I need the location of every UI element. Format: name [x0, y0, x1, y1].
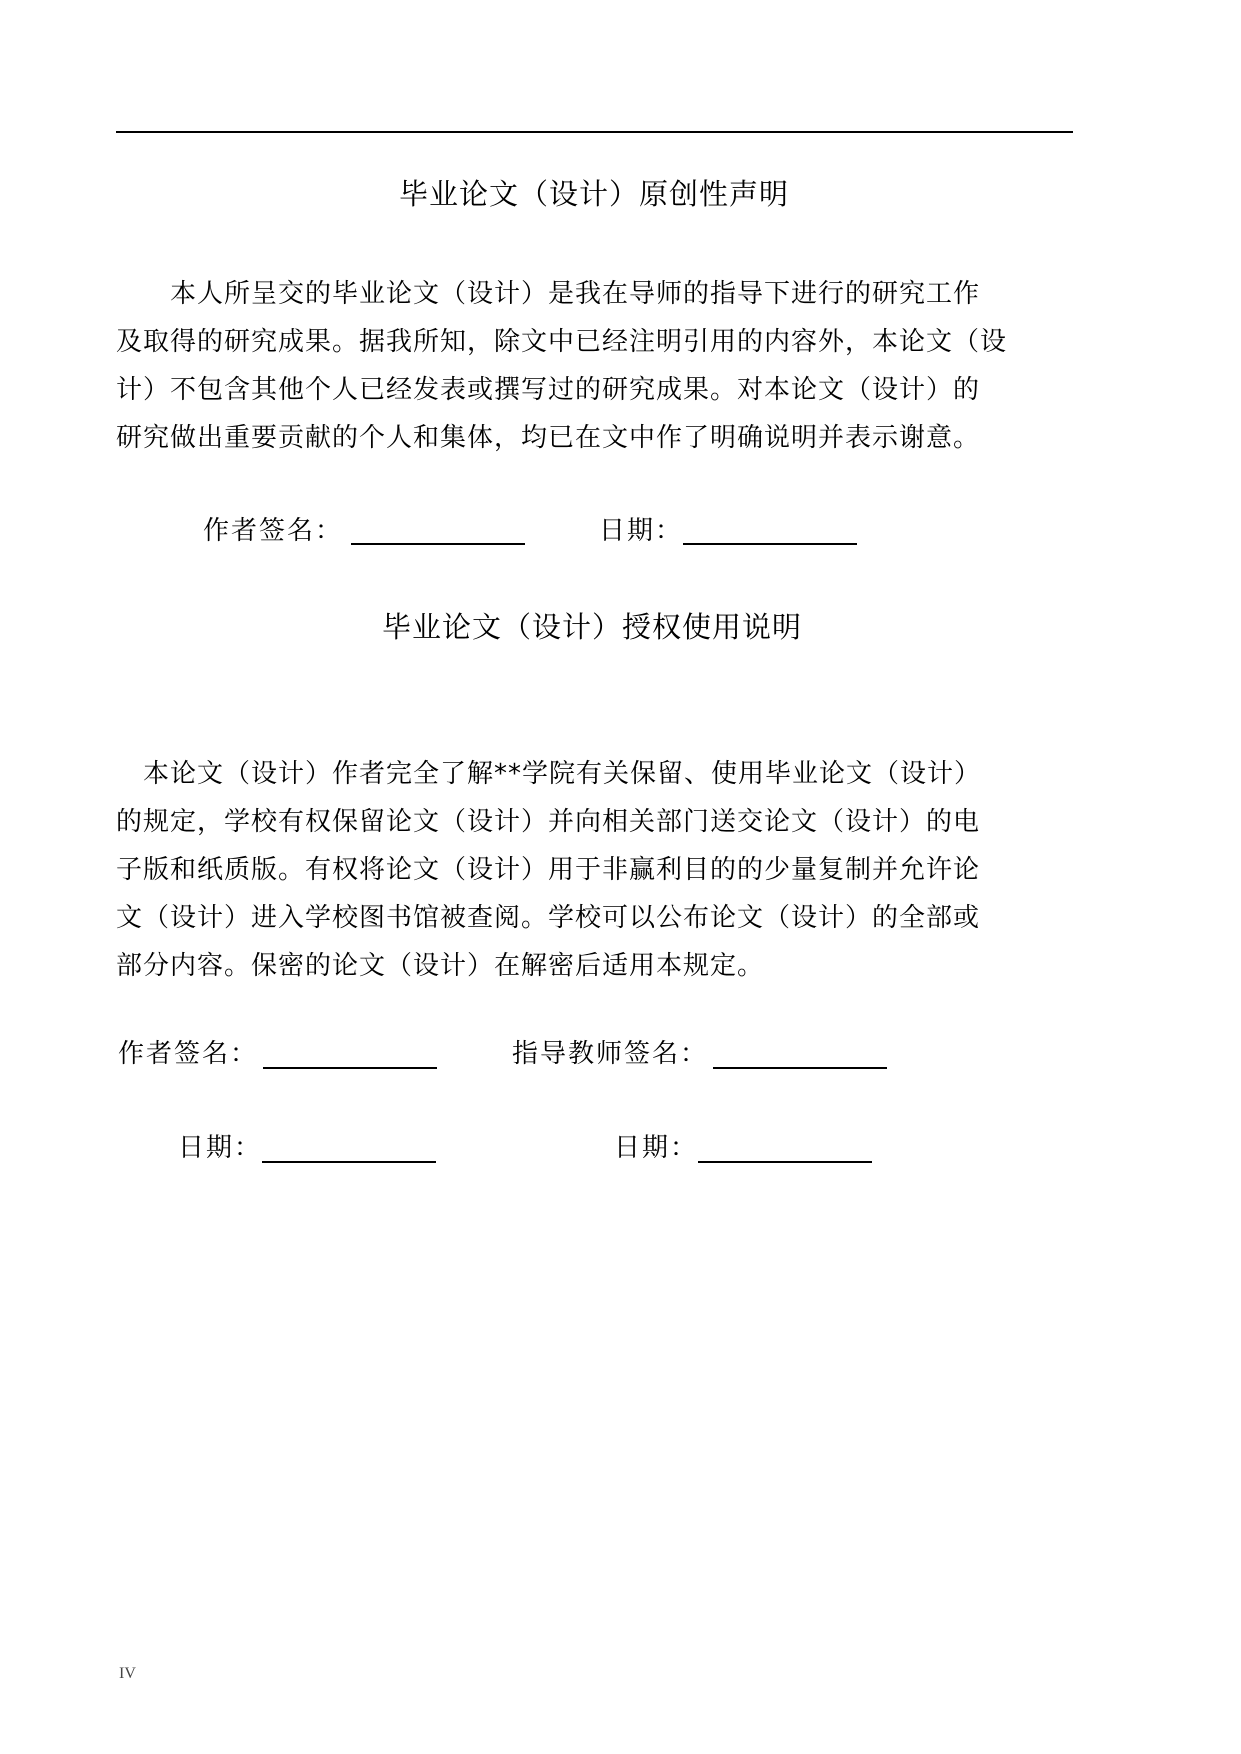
authorization-title: 毕业论文（设计）授权使用说明: [381, 610, 802, 644]
declaration-line: 计）不包含其他个人已经发表或撰写过的研究成果。对本论文（设计）的: [116, 375, 981, 405]
authorization-line: 子版和纸质版。有权将论文（设计）用于非赢利目的的少量复制并允许论: [116, 855, 981, 885]
authorization-author-signature-line[interactable]: [263, 1067, 437, 1069]
authorization-author-signature-label: 作者签名：: [118, 1039, 259, 1069]
declaration-title: 毕业论文（设计）原创性声明: [398, 177, 789, 211]
declaration-author-signature-label: 作者签名：: [203, 516, 344, 546]
authorization-paragraph: [116, 750, 1076, 990]
header-rule: [116, 131, 1073, 133]
page-number: IV: [119, 1665, 136, 1682]
authorization-author-date-label: 日期：: [178, 1133, 263, 1163]
declaration-paragraph: [116, 270, 1076, 462]
authorization-advisor-signature-label: 指导教师签名：: [512, 1039, 709, 1069]
authorization-line: 部分内容。保密的论文（设计）在解密后适用本规定。: [116, 951, 765, 981]
authorization-advisor-signature-line[interactable]: [713, 1067, 887, 1069]
declaration-author-signature-line[interactable]: [351, 543, 525, 545]
authorization-advisor-date-label: 日期：: [614, 1133, 699, 1163]
declaration-date-line[interactable]: [683, 543, 857, 545]
declaration-date-label: 日期：: [599, 516, 684, 546]
authorization-advisor-date-line[interactable]: [698, 1161, 872, 1163]
authorization-line: 的规定，学校有权保留论文（设计）并向相关部门送交论文（设计）的电: [116, 807, 981, 837]
declaration-line: 及取得的研究成果。据我所知，除文中已经注明引用的内容外，本论文（设: [116, 327, 1008, 357]
authorization-line: 文（设计）进入学校图书馆被查阅。学校可以公布论文（设计）的全部或: [116, 903, 981, 933]
authorization-author-date-line[interactable]: [262, 1161, 436, 1163]
authorization-line: 本论文（设计）作者完全了解**学院有关保留、使用毕业论文（设计）: [116, 759, 982, 789]
declaration-line: 研究做出重要贡献的个人和集体，均已在文中作了明确说明并表示谢意。: [116, 423, 981, 453]
declaration-line: 本人所呈交的毕业论文（设计）是我在导师的指导下进行的研究工作: [116, 279, 981, 309]
